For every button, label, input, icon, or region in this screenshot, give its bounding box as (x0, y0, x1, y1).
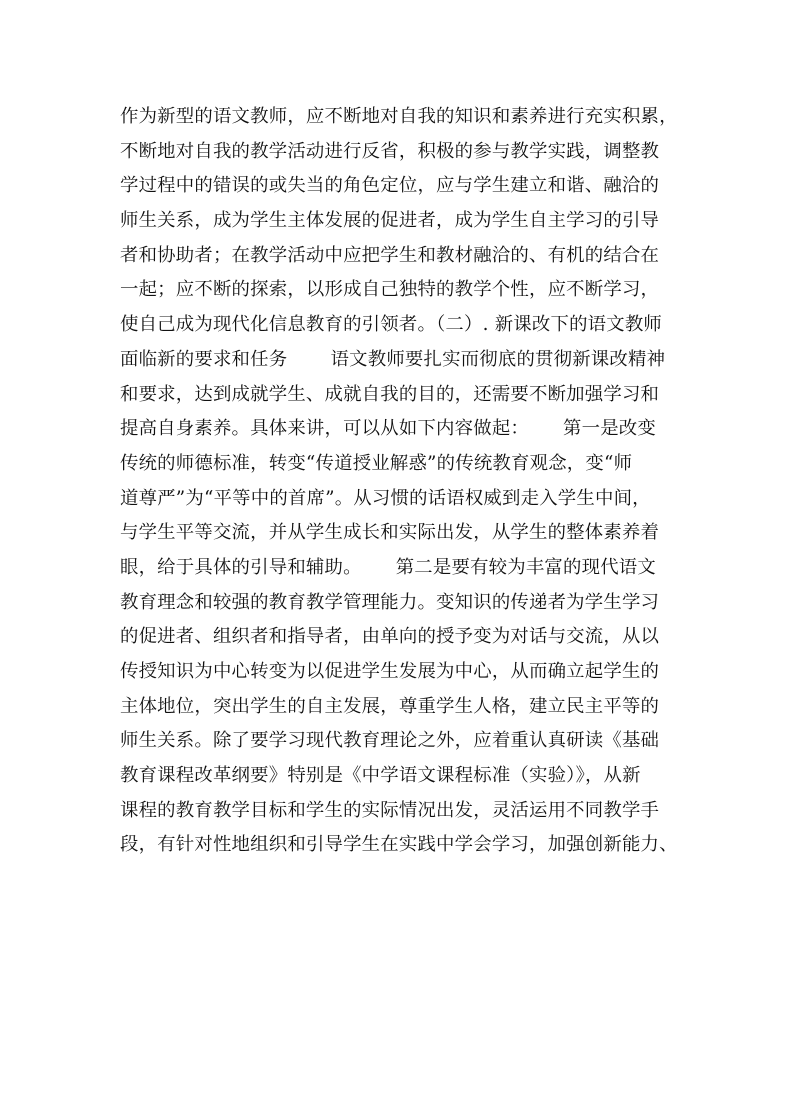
text-line: 课程的教育教学目标和学生的实际情况出发，灵活运用不同教学手 (120, 799, 660, 821)
text-line: 师生关系，成为学生主体发展的促进者，成为学生自主学习的引导 (120, 210, 660, 232)
text-line: 的促进者、组织者和指导者，由单向的授予变为对话与交流，从以 (120, 626, 660, 648)
text-line: 师生关系。除了要学习现代教育理论之外，应着重认真研读《基础 (120, 730, 660, 752)
text-line: 和要求，达到成就学生、成就自我的目的，还需要不断加强学习和 (120, 383, 660, 405)
text-line: 不断地对自我的教学活动进行反省，积极的参与教学实践，调整教 (120, 140, 660, 162)
text-line: 者和协助者；在教学活动中应把学生和教材融洽的、有机的结合在 (120, 244, 660, 266)
text-line: 道尊严”为“平等中的首席”。从习惯的话语权威到走入学生中间， (120, 487, 651, 509)
text-line: 传统的师德标准，转变“传道授业解惑”的传统教育观念，变“师 (120, 452, 633, 474)
text-line: 学过程中的错误的或失当的角色定位，应与学生建立和谐、融洽的 (120, 175, 660, 197)
text-line: 与学生平等交流，并从学生成长和实际出发，从学生的整体素养着 (120, 522, 660, 544)
text-line: 一起；应不断的探索，以形成自己独特的教学个性，应不断学习， (120, 279, 660, 301)
text-line: 教育课程改革纲要》特别是《中学语文课程标准（实验）》，从新 (120, 765, 641, 787)
text-line: 提高自身素养。具体来讲，可以从如下内容做起： 第一是改变 (120, 418, 656, 440)
text-line: 主体地位，突出学生的自主发展，尊重学生人格，建立民主平等的 (120, 695, 660, 717)
text-line: 段，有针对性地组织和引导学生在实践中学会学习，加强创新能力、 (120, 834, 678, 856)
text-line: 使自己成为现代化信息教育的引领者。（二）. 新课改下的语文教师 (120, 314, 663, 336)
text-line: 眼，给于具体的引导和辅助。 第二是要有较为丰富的现代语文 (120, 556, 656, 578)
body-text (120, 100, 680, 863)
text-line: 教育理念和较强的教育教学管理能力。变知识的传递者为学生学习 (120, 591, 660, 613)
text-line: 作为新型的语文教师，应不断地对自我的知识和素养进行充实积累， (120, 106, 678, 127)
text-line: 传授知识为中心转变为以促进学生发展为中心，从而确立起学生的 (120, 661, 660, 682)
text-line: 面临新的要求和任务 语文教师要扎实而彻底的贯彻新课改精神 (120, 348, 666, 370)
